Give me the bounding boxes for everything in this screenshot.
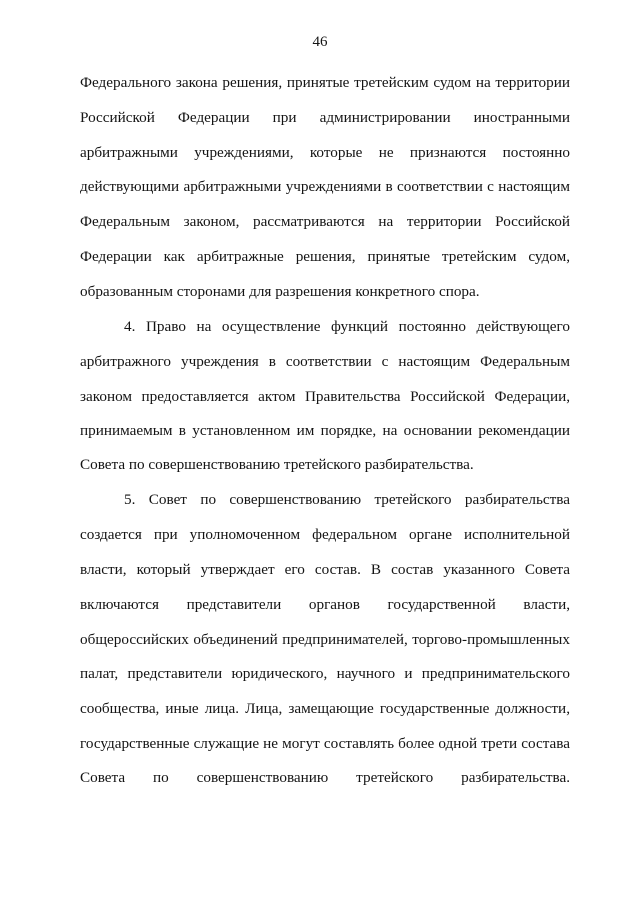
text-line: Федеральным законом, рассматриваются на территории Российской	[80, 213, 570, 230]
text-line: Федерального закона решения, принятые третейским судом на территории	[80, 74, 570, 91]
paragraph-4-start: 4. Право на осуществление функций постоянно действующего	[124, 318, 570, 335]
text-line: Совета по совершенствованию третейского разбирательства.	[80, 769, 570, 786]
text-line: законом предоставляется актом Правительства Российской Федерации,	[80, 388, 570, 405]
text-line: арбитражными учреждениями, которые не признаются постоянно	[80, 144, 570, 161]
text-line: арбитражного учреждения в соответствии с настоящим Федеральным	[80, 353, 570, 370]
text-line: государственные служащие не могут составлять более одной трети состава	[80, 735, 570, 752]
text-line: палат, представители юридического, научного и предпринимательского	[80, 665, 570, 682]
text-line: Совета по совершенствованию третейского разбирательства.	[80, 456, 474, 473]
text-line: включаются представители органов государственной власти,	[80, 596, 570, 613]
text-line: власти, который утверждает его состав. В состав указанного Совета	[80, 561, 570, 578]
text-line: создается при уполномоченном федеральном органе исполнительной	[80, 526, 570, 543]
page-number: 46	[312, 34, 328, 50]
text-line: сообщества, иные лица. Лица, замещающие государственные должности,	[80, 700, 570, 717]
text-line: принимаемым в установленном им порядке, на основании рекомендации	[80, 422, 570, 439]
text-line: образованным сторонами для разрешения конкретного спора.	[80, 283, 480, 300]
text-line: Федерации как арбитражные решения, принятые третейским судом,	[80, 248, 570, 265]
paragraph-5-start: 5. Совет по совершенствованию третейского разбирательства	[124, 491, 570, 508]
text-line: Российской Федерации при администрировании иностранными	[80, 109, 570, 126]
text-line: действующими арбитражными учреждениями в соответствии с настоящим	[80, 178, 570, 195]
text-line: общероссийских объединений предпринимателей, торгово-промышленных	[80, 631, 570, 648]
